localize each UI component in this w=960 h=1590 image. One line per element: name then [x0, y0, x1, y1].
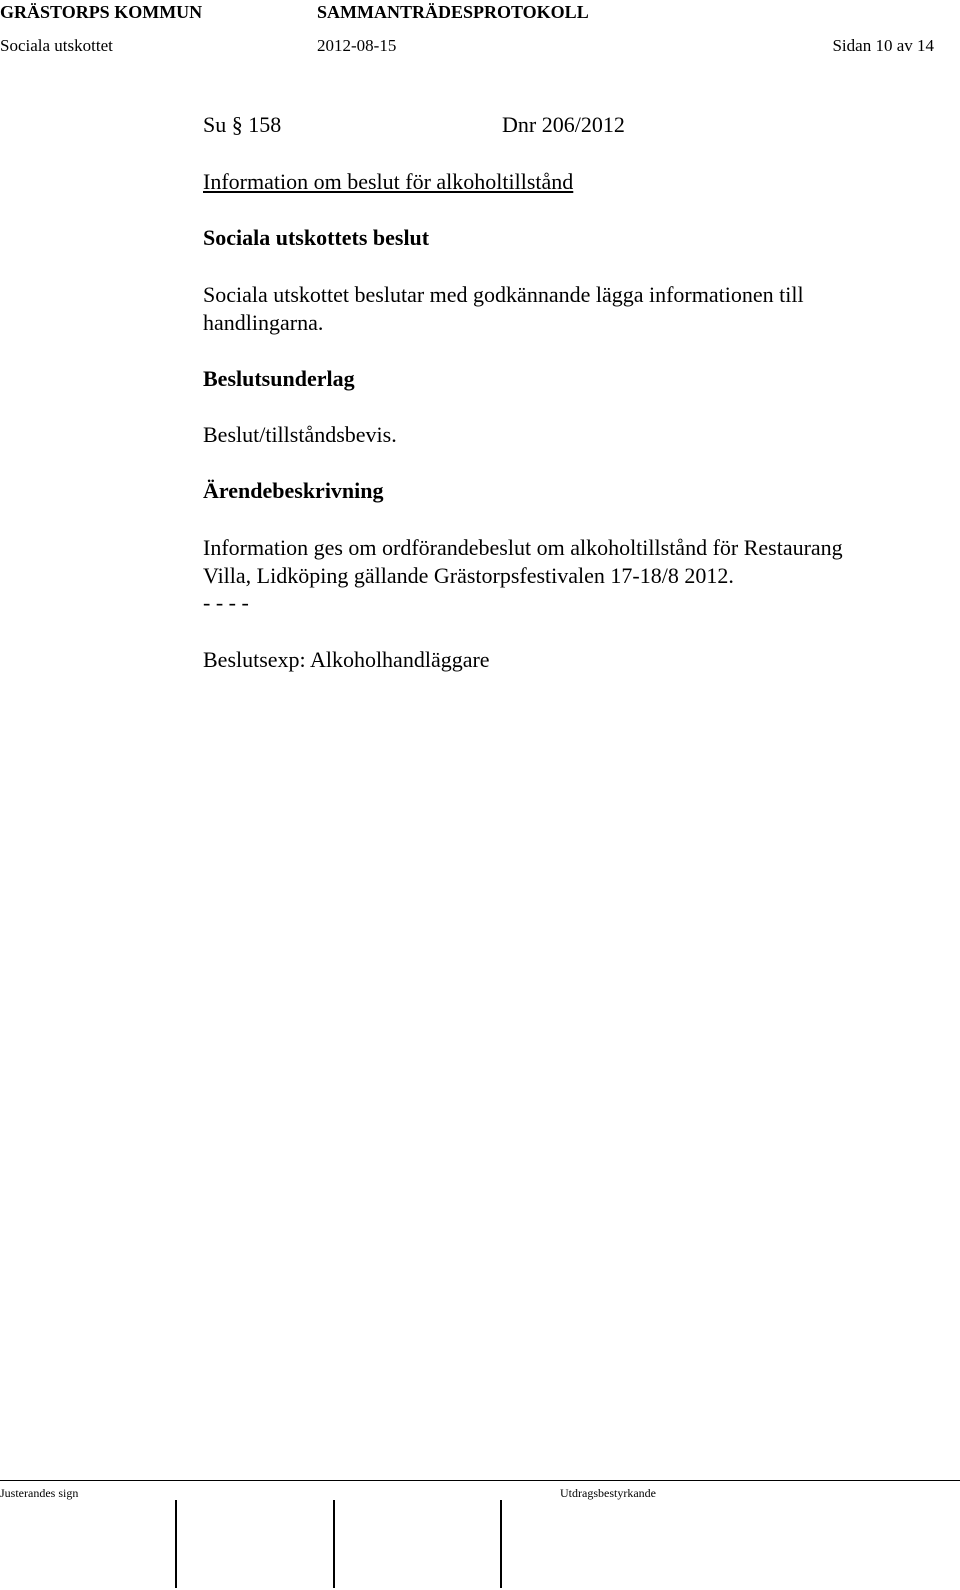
diary-number: Dnr 206/2012 [502, 112, 625, 137]
page-number: Sidan 10 av 14 [832, 36, 934, 55]
municipality-name: GRÄSTORPS KOMMUN [0, 2, 203, 22]
adjusters-sign-label: Justerandes sign [0, 1486, 79, 1500]
decision-text-line2: handlingarna. [203, 310, 324, 335]
signature-box-divider-1 [175, 1500, 177, 1588]
signature-box-divider-2 [333, 1500, 335, 1588]
description-text-line2: Villa, Lidköping gällande Grästorpsfestivalen 17-18/8 2012. [203, 563, 734, 588]
footer-divider [0, 1480, 960, 1481]
basis-heading: Beslutsunderlag [203, 366, 355, 391]
committee-name: Sociala utskottet [0, 36, 113, 55]
basis-text: Beslut/tillståndsbevis. [203, 422, 397, 447]
certified-label: Utdragsbestyrkande [560, 1486, 656, 1500]
paragraph-number: Su § 158 [203, 112, 282, 137]
description-heading: Ärendebeskrivning [203, 478, 384, 503]
decision-heading: Sociala utskottets beslut [203, 225, 430, 250]
decision-text-line1: Sociala utskottet beslutar med godkännande lägga informationen till [203, 282, 804, 307]
signature-box-divider-3 [500, 1500, 502, 1588]
section-separator: - - - - [203, 590, 249, 615]
item-title: Information om beslut för alkoholtillstånd [203, 169, 574, 194]
distribution-list: Beslutsexp: Alkoholhandläggare [203, 647, 490, 672]
document-type: SAMMANTRÄDESPROTOKOLL [317, 2, 589, 22]
meeting-date: 2012-08-15 [317, 36, 397, 55]
description-text-line1: Information ges om ordförandebeslut om alkoholtillstånd för Restaurang [203, 535, 843, 560]
